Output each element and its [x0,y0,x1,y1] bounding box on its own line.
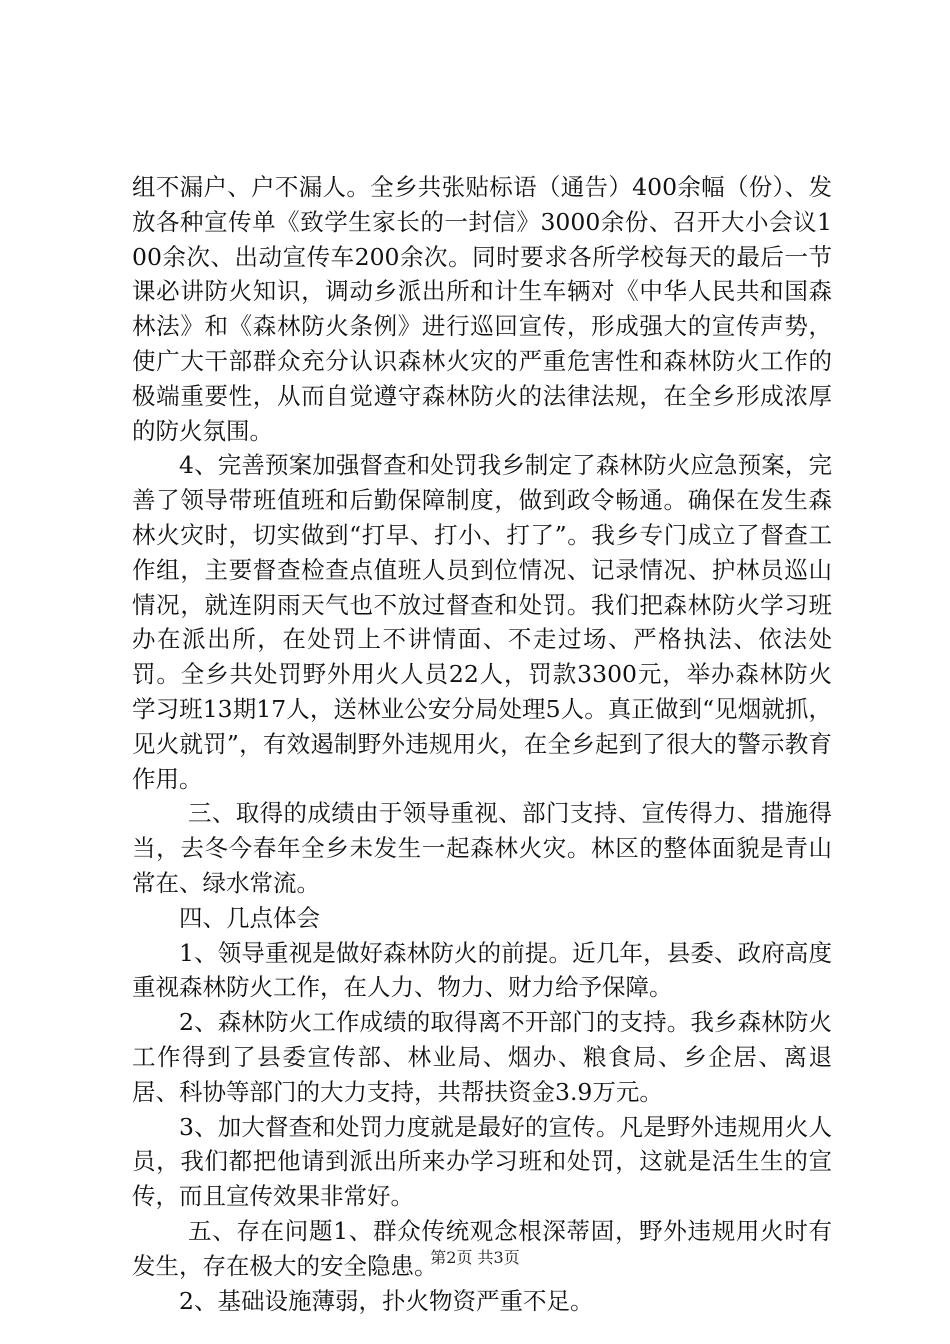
paragraph-problems-1: 五、存在问题1、群众传统观念根深蒂固，野外违规用火时有发生，存在极大的安全隐患。 [132,1216,832,1280]
paragraph-supervision-penalties: 4、完善预案加强督查和处罚我乡制定了森林防火应急预案，完善了领导带班值班和后勤保障制度，做到政令畅通。确保在发生森林火灾时，切实做到“打早、打小、打了”。我乡专门成立了督查工作组，主要督查检查点值班人员到位情况、记录情况、护林员巡山情况，就连阴雨天气也不放过督查和处罚。我们把森林防火学习班办在派出所，在处罚上不讲情面、不走过场、严格执法、依法处罚。全乡共处罚野外用火人员22人，罚款3300元，举办森林防火学习班13期17人，送林业公安分局处理5人。真正做到“见烟就抓，见火就罚”，有效遏制野外违规用火，在全乡起到了很大的警示教育作用。 [132,451,832,793]
paragraph-achievements: 三、取得的成绩由于领导重视、部门支持、宣传得力、措施得当，去冬今春年全乡未发生一起森林火灾。林区的整体面貌是青山常在、绿水常流。 [132,799,832,897]
page-number-footer: 第2页 共3页 [430,1248,520,1267]
paragraph-experience-1: 1、领导重视是做好森林防火的前提。近几年，县委、政府高度重视森林防火工作，在人力、物力、财力给予保障。 [132,938,832,1002]
paragraph-publicity-summary: 组不漏户、户不漏人。全乡共张贴标语（通告）400余幅（份）、发放各种宣传单《致学生家长的一封信》3000余份、召开大小会议100余次、出动宣传车200余次。同时要求各所学校每天的最后一节课必讲防火知识，调动乡派出所和计生车辆对《中华人民共和国森林法》和《森林防火条例》进行巡回宣传，形成强大的宣传声势，使广大干部群众充分认识森林火灾的严重危害性和森林防火工作的极端重要性，从而自觉遵守森林防火的法律法规，在全乡形成浓厚的防火氛围。 [132,173,832,445]
paragraph-experience-2: 2、森林防火工作成绩的取得离不开部门的支持。我乡森林防火工作得到了县委宣传部、林业局、烟办、粮食局、乡企居、离退居、科协等部门的大力支持，共帮扶资金3.9万元。 [132,1008,832,1106]
section-heading-experiences: 四、几点体会 [179,903,320,932]
document-body [132,170,832,1318]
paragraph-problems-2: 2、基础设施薄弱，扑火物资严重不足。 [179,1286,594,1315]
paragraph-experience-3: 3、加大督查和处罚力度就是最好的宣传。凡是野外违规用火人员，我们都把他请到派出所来办学习班和处罚，这就是活生生的宣传，而且宣传效果非常好。 [132,1112,832,1211]
